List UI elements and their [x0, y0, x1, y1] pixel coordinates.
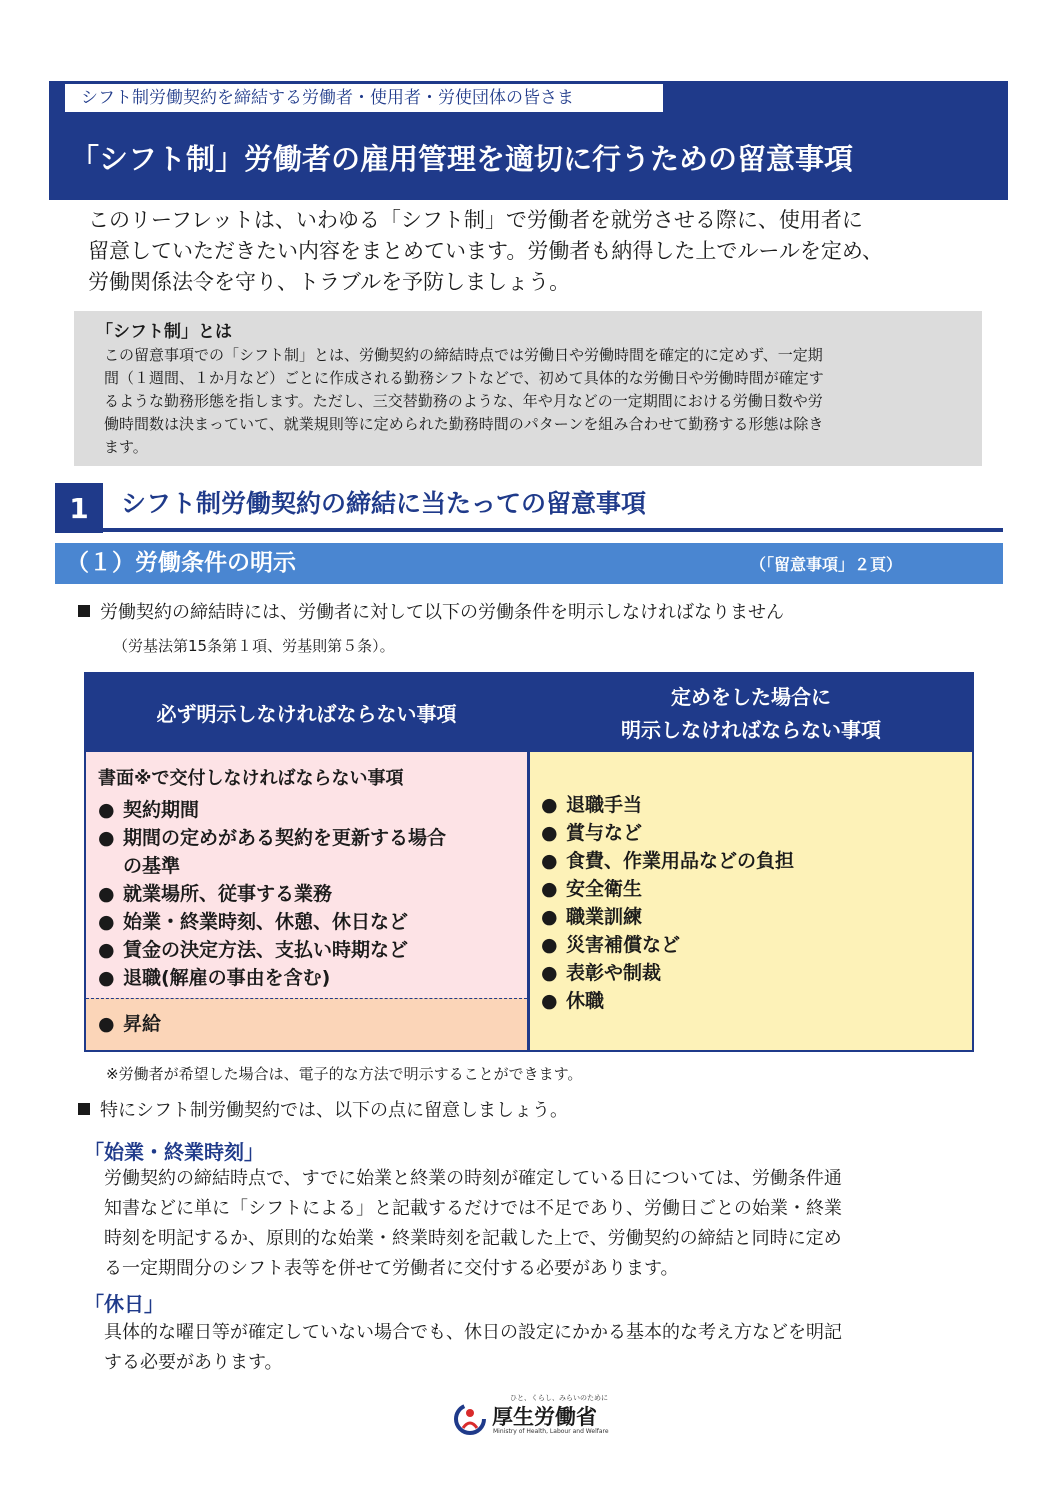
- point-heading-holidays: 「休日」: [84, 1292, 164, 1316]
- list-item: [541, 791, 794, 819]
- body-line: る一定期間分のシフト表等を併せて労働者に交付する必要があります。: [104, 1258, 679, 1279]
- bullet-icon: ●: [98, 939, 115, 961]
- header-line: 明示しなければならない事項: [621, 718, 881, 742]
- item-text: 始業・終業時刻、休憩、休日など: [123, 911, 409, 933]
- list-item: [541, 903, 794, 931]
- point-body-start-end-time: [104, 1164, 842, 1284]
- item-text: 職業訓練: [566, 906, 643, 928]
- body-line: する必要があります。: [104, 1352, 283, 1373]
- other-mandatory-list: [98, 1010, 161, 1038]
- bullet-icon: ●: [541, 794, 558, 816]
- list-item-continuation: [98, 852, 446, 880]
- bullet-icon: ●: [98, 883, 115, 905]
- list-item: [541, 931, 794, 959]
- table-footnote: ※労働者が希望した場合は、電子的な方法で明示することができます。: [106, 1065, 583, 1083]
- point-body-holidays: [104, 1318, 842, 1378]
- bullet-icon: ●: [98, 799, 115, 821]
- item-text: の基準: [123, 855, 181, 877]
- square-bullet-icon: [78, 1103, 90, 1115]
- list-item: [98, 936, 446, 964]
- item-text: 賃金の決定方法、支払い時期など: [123, 939, 409, 961]
- definition-line: 働時間数は決まっていて、就業規則等に定められた勤務時間のパターンを組み合わせて勤務する形態は除き: [104, 415, 824, 433]
- intro-line: 留意していただきたい内容をまとめています。労働者も納得した上でルールを定め、: [88, 239, 884, 263]
- bullet-text: 特にシフト制労働契約では、以下の点に留意しましょう。: [100, 1100, 568, 1121]
- body-line: 知書などに単に「シフトによる」と記載するだけでは不足であり、労働日ごとの始業・終業: [104, 1198, 842, 1219]
- intro-line: 労働関係法令を守り、トラブルを予防しましょう。: [88, 270, 571, 294]
- list-item: [98, 796, 446, 824]
- item-text: 就業場所、従事する業務: [123, 883, 333, 905]
- section-number: 1: [55, 483, 103, 533]
- mandatory-list: [98, 796, 446, 992]
- list-item: [98, 880, 446, 908]
- square-bullet-icon: [78, 605, 90, 617]
- list-item: [98, 964, 446, 992]
- list-item: [541, 875, 794, 903]
- item-text: 昇給: [123, 1013, 162, 1035]
- audience-label: シフト制労働契約を締結する労働者・使用者・労使団体の皆さま: [64, 83, 664, 113]
- bullet-icon: ●: [541, 822, 558, 844]
- definition-body: [104, 344, 962, 459]
- bullet-icon: ●: [541, 990, 558, 1012]
- subsection-reference: （「留意事項」２頁）: [750, 555, 903, 574]
- item-text: 休職: [566, 990, 605, 1012]
- bullet-icon: ●: [541, 878, 558, 900]
- section-title: シフト制労働契約の締結に当たっての留意事項: [121, 489, 647, 518]
- mhlw-logo-icon: [453, 1402, 487, 1436]
- item-text: 表彰や制裁: [566, 962, 662, 984]
- item-text: 契約期間: [123, 799, 200, 821]
- item-text: 食費、作業用品などの負担: [566, 850, 795, 872]
- table-column-divider: [527, 674, 530, 1050]
- bullet-icon: ●: [98, 827, 115, 849]
- item-text: 安全衛生: [566, 878, 643, 900]
- item-text: 賞与など: [566, 822, 643, 844]
- bullet-icon: ●: [541, 962, 558, 984]
- body-line: 時刻を明記するか、原則的な始業・終業時刻を記載した上で、労働契約の締結と同時に定め: [104, 1228, 842, 1249]
- list-item: [541, 819, 794, 847]
- bullet-icon: ●: [541, 850, 558, 872]
- definition-line: 間（１週間、１か月など）ごとに作成される勤務シフトなどで、初めて具体的な労働日や労働時間が確定す: [104, 369, 824, 387]
- list-item: [98, 1010, 161, 1038]
- written-items-heading: 書面※で交付しなければならない事項: [98, 768, 404, 789]
- bullet-icon: ●: [541, 906, 558, 928]
- logo-english: Ministry of Health, Labour and Welfare: [493, 1428, 609, 1435]
- table-header-mandatory: 必ず明示しなければならない事項: [86, 674, 527, 752]
- item-text: 退職手当: [566, 794, 643, 816]
- item-text: 期間の定めがある契約を更新する場合: [123, 827, 447, 849]
- bullet-icon: ●: [541, 934, 558, 956]
- list-item: [541, 959, 794, 987]
- definition-line: ます。: [104, 438, 148, 456]
- header-line: 定めをした場合に: [671, 685, 831, 709]
- body-line: 労働契約の締結時点で、すでに始業と終業の時刻が確定している日については、労働条件通: [104, 1168, 842, 1189]
- item-text: 退職(解雇の事由を含む): [123, 967, 331, 989]
- list-item: [541, 847, 794, 875]
- item-text: 災害補償など: [566, 934, 681, 956]
- bullet-icon: ●: [98, 1013, 115, 1035]
- body-line: 具体的な曜日等が確定していない場合でも、休日の設定にかかる基本的な考え方などを明記: [104, 1322, 842, 1343]
- intro-paragraph: [88, 205, 988, 298]
- table-header-conditional: [530, 674, 972, 752]
- bullet-statement: [78, 600, 784, 626]
- definition-line: この留意事項での「シフト制」とは、労働契約の締結時点では労働日や労働時間を確定的に定めず、一定期: [104, 346, 823, 364]
- definition-line: るような勤務形態を指します。ただし、三交替勤務のような、年や月などの一定期間における労働日数や労: [104, 392, 823, 410]
- logo-tagline: ひと、くらし、みらいのために: [510, 1394, 608, 1402]
- list-item: [98, 908, 446, 936]
- list-item: [98, 824, 446, 852]
- bullet-icon: ●: [98, 967, 115, 989]
- definition-title: 「シフト制」とは: [96, 322, 232, 342]
- bullet-text: 労働契約の締結時には、労働者に対して以下の労働条件を明示しなければなりません: [100, 602, 784, 623]
- law-reference: （労基法第15条第１項、労基則第５条）。: [113, 637, 395, 655]
- list-item: [541, 987, 794, 1015]
- intro-line: このリーフレットは、いわゆる「シフト制」で労働者を就労させる際に、使用者に: [88, 208, 863, 232]
- logo-name: 厚生労働省: [492, 1405, 597, 1429]
- page-title: 「シフト制」労働者の雇用管理を適切に行うための留意事項: [70, 142, 854, 176]
- bullet-icon: ●: [98, 911, 115, 933]
- subsection-title: （１）労働条件の明示: [66, 550, 296, 576]
- conditional-list: [541, 791, 794, 1015]
- point-heading-start-end-time: 「始業・終業時刻」: [84, 1140, 264, 1164]
- bullet-statement: [78, 1098, 568, 1124]
- section-underline: [103, 528, 1003, 532]
